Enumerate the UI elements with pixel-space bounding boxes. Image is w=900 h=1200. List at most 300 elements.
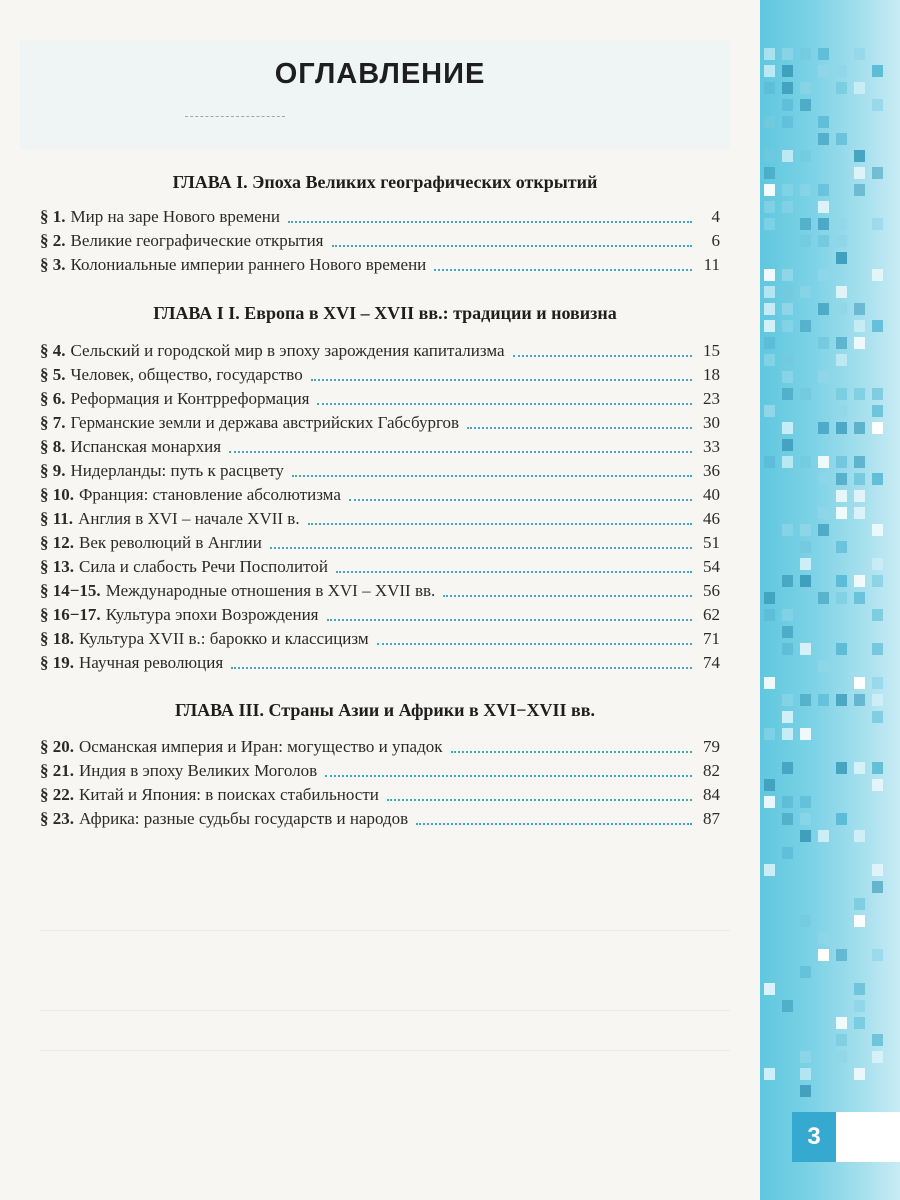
section-title: Колониальные империи раннего Нового времени	[70, 255, 427, 274]
page-ref: 54	[703, 557, 720, 576]
mosaic-square	[818, 201, 829, 213]
mosaic-square	[872, 694, 883, 706]
section-title: Мир на заре Нового времени	[70, 207, 280, 226]
mosaic-square	[872, 677, 883, 689]
page-number-badge	[792, 1112, 900, 1162]
mosaic-square	[872, 473, 883, 485]
mosaic-square	[800, 643, 811, 655]
mosaic-square	[764, 609, 775, 621]
section-number: § 18.	[40, 629, 74, 648]
mosaic-square	[800, 558, 811, 570]
section-number: § 10.	[40, 485, 74, 504]
mosaic-square	[836, 541, 847, 553]
mosaic-square	[818, 932, 829, 944]
toc-entry[interactable]	[40, 532, 720, 554]
toc-entry[interactable]	[40, 784, 720, 806]
mosaic-square	[854, 490, 865, 502]
page-ref: 82	[703, 761, 720, 780]
mosaic-square	[818, 337, 829, 349]
mosaic-square	[782, 575, 793, 587]
section-title: Сельский и городской мир в эпоху зарождения капитализма	[70, 341, 505, 360]
mosaic-square	[854, 150, 865, 162]
dot-leader	[416, 823, 692, 825]
mosaic-square	[782, 116, 793, 128]
mosaic-square	[818, 269, 829, 281]
mosaic-square	[800, 1085, 811, 1097]
mosaic-square	[854, 762, 865, 774]
page-ref: 87	[703, 809, 720, 828]
page-number: 3	[792, 1112, 836, 1162]
mosaic-square	[836, 82, 847, 94]
mosaic-square	[872, 779, 883, 791]
section-number: § 9.	[40, 461, 66, 480]
mosaic-square	[782, 422, 793, 434]
mosaic-square	[818, 660, 829, 672]
mosaic-square	[836, 133, 847, 145]
mosaic-square	[818, 507, 829, 519]
mosaic-square	[836, 1017, 847, 1029]
mosaic-square	[764, 65, 775, 77]
page-ref: 84	[703, 785, 720, 804]
mosaic-square	[782, 48, 793, 60]
section-title: Реформация и Контрреформация	[70, 389, 310, 408]
mosaic-square	[818, 830, 829, 842]
section-number: § 6.	[40, 389, 66, 408]
section-number: § 22.	[40, 785, 74, 804]
mosaic-square	[764, 983, 775, 995]
mosaic-square	[764, 286, 775, 298]
mosaic-square	[836, 643, 847, 655]
mosaic-square	[782, 354, 793, 366]
page-ref: 62	[703, 605, 720, 624]
dot-leader	[325, 775, 692, 777]
section-title: Культура эпохи Возрождения	[105, 605, 319, 624]
mosaic-square	[818, 218, 829, 230]
section-number: § 16−17.	[40, 605, 101, 624]
section-number: § 13.	[40, 557, 74, 576]
toc-entry[interactable]	[40, 628, 720, 650]
mosaic-square	[854, 507, 865, 519]
mosaic-square	[782, 303, 793, 315]
chapter-heading-3: ГЛАВА III. Страны Азии и Африки в XVI−XVII вв.	[175, 700, 595, 720]
mosaic-square	[782, 728, 793, 740]
mosaic-square	[800, 728, 811, 740]
mosaic-square	[854, 167, 865, 179]
mosaic-square	[872, 711, 883, 723]
mosaic-square	[782, 524, 793, 536]
mosaic-square	[836, 575, 847, 587]
mosaic-square	[764, 354, 775, 366]
section-title: Великие географические открытия	[70, 231, 324, 250]
mosaic-square	[800, 99, 811, 111]
section-number: § 7.	[40, 413, 66, 432]
section-number: § 1.	[40, 207, 66, 226]
mosaic-square	[872, 558, 883, 570]
mosaic-square	[836, 218, 847, 230]
mosaic-square	[764, 864, 775, 876]
mosaic-square	[872, 65, 883, 77]
mosaic-square	[818, 303, 829, 315]
mosaic-square	[782, 694, 793, 706]
section-title: Англия в XVI – начале XVII в.	[78, 509, 300, 528]
section-number: § 5.	[40, 365, 66, 384]
mosaic-square	[818, 456, 829, 468]
page-ref: 46	[703, 509, 720, 528]
section-number: § 3.	[40, 255, 66, 274]
mosaic-square	[872, 524, 883, 536]
mosaic-square	[818, 235, 829, 247]
section-title: Сила и слабость Речи Посполитой	[79, 557, 328, 576]
mosaic-square	[800, 456, 811, 468]
mosaic-square	[800, 388, 811, 400]
mosaic-square	[854, 184, 865, 196]
dot-leader	[327, 619, 693, 621]
page-ref: 71	[703, 629, 720, 648]
page-ref: 74	[703, 653, 720, 672]
toc-entry[interactable]	[40, 206, 720, 228]
mosaic-square	[782, 150, 793, 162]
mosaic-square	[782, 388, 793, 400]
mosaic-square	[872, 643, 883, 655]
mosaic-square	[800, 235, 811, 247]
mosaic-square	[836, 456, 847, 468]
mosaic-square	[782, 201, 793, 213]
page-ref: 11	[703, 255, 720, 274]
bleed-through-line	[40, 1050, 730, 1051]
chapter-heading-2: ГЛАВА I I. Европа в XVI – XVII вв.: традиции и новизна	[153, 303, 617, 323]
mosaic-square	[854, 388, 865, 400]
mosaic-square	[854, 1017, 865, 1029]
mosaic-square	[872, 1051, 883, 1063]
mosaic-square	[818, 116, 829, 128]
mosaic-square	[854, 575, 865, 587]
mosaic-square	[854, 473, 865, 485]
section-number: § 12.	[40, 533, 74, 552]
mosaic-square	[800, 286, 811, 298]
toc-entry[interactable]	[40, 412, 720, 434]
mosaic-square	[818, 473, 829, 485]
mosaic-square	[800, 796, 811, 808]
dot-leader	[317, 403, 692, 405]
section-title: Нидерланды: путь к расцвету	[70, 461, 284, 480]
mosaic-square	[764, 677, 775, 689]
mosaic-square	[764, 405, 775, 417]
mosaic-square	[764, 218, 775, 230]
dot-leader	[443, 595, 692, 597]
mosaic-square	[836, 1051, 847, 1063]
mosaic-square	[872, 422, 883, 434]
mosaic-square	[782, 439, 793, 451]
mosaic-square	[800, 966, 811, 978]
mosaic-square	[854, 456, 865, 468]
mosaic-square	[764, 269, 775, 281]
mosaic-square	[836, 762, 847, 774]
page-ref: 79	[703, 737, 720, 756]
mosaic-square	[818, 592, 829, 604]
page-ref: 6	[711, 231, 720, 250]
section-title: Культура XVII в.: барокко и классицизм	[79, 629, 369, 648]
mosaic-square	[872, 881, 883, 893]
mosaic-square	[818, 133, 829, 145]
mosaic-square	[872, 167, 883, 179]
mosaic-square	[836, 354, 847, 366]
mosaic-square	[764, 779, 775, 791]
section-number: § 14−15.	[40, 581, 101, 600]
mosaic-square	[782, 184, 793, 196]
mosaic-square	[800, 915, 811, 927]
page-ref: 51	[703, 533, 720, 552]
mosaic-square	[764, 337, 775, 349]
mosaic-square	[782, 1000, 793, 1012]
toc-entry[interactable]	[40, 580, 720, 602]
section-title: Индия в эпоху Великих Моголов	[79, 761, 318, 780]
mosaic-square	[854, 82, 865, 94]
mosaic-square	[782, 99, 793, 111]
mosaic-square	[818, 949, 829, 961]
section-title: Франция: становление абсолютизма	[79, 485, 341, 504]
mosaic-square	[872, 762, 883, 774]
dot-leader	[513, 355, 692, 357]
mosaic-square	[854, 422, 865, 434]
toc-entry[interactable]	[40, 760, 720, 782]
mosaic-square	[782, 456, 793, 468]
mosaic-square	[836, 235, 847, 247]
mosaic-square	[872, 99, 883, 111]
mosaic-square	[854, 898, 865, 910]
toc-entry[interactable]	[40, 340, 720, 362]
mosaic-square	[818, 371, 829, 383]
section-number: § 11.	[40, 509, 74, 528]
toc-entry[interactable]	[40, 652, 720, 674]
mosaic-square	[854, 320, 865, 332]
mosaic-square	[854, 592, 865, 604]
mosaic-square	[800, 1051, 811, 1063]
mosaic-square	[764, 320, 775, 332]
chapter-heading-1: ГЛАВА I. Эпоха Великих географических открытий	[172, 172, 598, 192]
section-title: Научная революция	[79, 653, 224, 672]
mosaic-square	[836, 422, 847, 434]
mosaic-square	[764, 150, 775, 162]
mosaic-square	[782, 371, 793, 383]
page-ref: 18	[703, 365, 720, 384]
title-divider	[185, 116, 285, 117]
mosaic-square	[854, 694, 865, 706]
mosaic-square	[836, 949, 847, 961]
section-number: § 2.	[40, 231, 66, 250]
mosaic-square	[872, 218, 883, 230]
mosaic-square	[764, 456, 775, 468]
mosaic-square	[836, 337, 847, 349]
mosaic-square	[836, 286, 847, 298]
section-title: Испанская монархия	[70, 437, 222, 456]
mosaic-square	[782, 609, 793, 621]
toc-entry[interactable]	[40, 508, 720, 530]
mosaic-square	[800, 541, 811, 553]
mosaic-square	[836, 388, 847, 400]
section-title: Международные отношения в XVI – XVII вв.	[105, 581, 436, 600]
toc-entry[interactable]	[40, 254, 720, 276]
mosaic-square	[800, 1068, 811, 1080]
mosaic-square	[782, 847, 793, 859]
page-title: ОГЛАВЛЕНИЕ	[274, 58, 486, 90]
mosaic-square	[764, 167, 775, 179]
mosaic-square	[782, 643, 793, 655]
mosaic-square	[854, 48, 865, 60]
dot-leader	[434, 269, 692, 271]
dot-leader	[332, 245, 693, 247]
mosaic-square	[872, 575, 883, 587]
mosaic-square	[800, 184, 811, 196]
mosaic-square	[836, 65, 847, 77]
mosaic-square	[764, 201, 775, 213]
section-title: Африка: разные судьбы государств и народов	[79, 809, 409, 828]
toc-entry[interactable]	[40, 230, 720, 252]
mosaic-square	[782, 813, 793, 825]
mosaic-square	[836, 813, 847, 825]
mosaic-square	[818, 65, 829, 77]
mosaic-square	[854, 303, 865, 315]
mosaic-square	[872, 388, 883, 400]
mosaic-square	[872, 269, 883, 281]
mosaic-square	[764, 48, 775, 60]
dot-leader	[377, 643, 692, 645]
dot-leader	[336, 571, 692, 573]
mosaic-square	[782, 65, 793, 77]
mosaic-square	[836, 303, 847, 315]
mosaic-square	[800, 48, 811, 60]
dot-leader	[311, 379, 692, 381]
section-title: Китай и Япония: в поисках стабильности	[79, 785, 379, 804]
page-ref: 30	[703, 413, 720, 432]
mosaic-square	[854, 337, 865, 349]
page-ref: 33	[703, 437, 720, 456]
mosaic-square	[764, 592, 775, 604]
mosaic-square	[800, 150, 811, 162]
mosaic-square	[818, 184, 829, 196]
mosaic-square	[818, 422, 829, 434]
section-title: Человек, общество, государство	[70, 365, 303, 384]
mosaic-square	[836, 507, 847, 519]
mosaic-square	[782, 796, 793, 808]
mosaic-square	[872, 864, 883, 876]
mosaic-square	[818, 524, 829, 536]
mosaic-square	[782, 762, 793, 774]
mosaic-square	[764, 116, 775, 128]
mosaic-square	[836, 592, 847, 604]
mosaic-square	[800, 694, 811, 706]
mosaic-square	[764, 184, 775, 196]
faded-header-shadow	[20, 40, 730, 150]
dot-leader	[349, 499, 692, 501]
mosaic-square	[836, 490, 847, 502]
mosaic-square	[872, 609, 883, 621]
mosaic-square	[764, 303, 775, 315]
page-ref: 23	[703, 389, 720, 408]
mosaic-square	[800, 575, 811, 587]
mosaic-square	[872, 405, 883, 417]
toc-entry[interactable]	[40, 556, 720, 578]
dot-leader	[288, 221, 692, 223]
mosaic-square	[836, 694, 847, 706]
toc-entry[interactable]	[40, 364, 720, 386]
section-number: § 23.	[40, 809, 74, 828]
toc-entry[interactable]	[40, 388, 720, 410]
page-ref: 4	[711, 207, 720, 226]
mosaic-square	[764, 82, 775, 94]
mosaic-square	[836, 405, 847, 417]
mosaic-square	[800, 218, 811, 230]
mosaic-square	[782, 626, 793, 638]
mosaic-square	[872, 1034, 883, 1046]
mosaic-square	[854, 1000, 865, 1012]
dot-leader	[467, 427, 692, 429]
toc-entry[interactable]	[40, 436, 720, 458]
mosaic-square	[836, 252, 847, 264]
section-number: § 20.	[40, 737, 74, 756]
section-number: § 19.	[40, 653, 74, 672]
mosaic-square	[782, 286, 793, 298]
mosaic-square	[800, 82, 811, 94]
mosaic-square	[782, 711, 793, 723]
page-ref: 36	[703, 461, 720, 480]
toc-entry[interactable]	[40, 736, 720, 758]
mosaic-square	[854, 983, 865, 995]
mosaic-square	[818, 48, 829, 60]
dot-leader	[387, 799, 692, 801]
toc-entry[interactable]	[40, 808, 720, 830]
dot-leader	[451, 751, 693, 753]
mosaic-square	[800, 524, 811, 536]
section-number: § 4.	[40, 341, 66, 360]
mosaic-square	[854, 830, 865, 842]
section-number: § 21.	[40, 761, 74, 780]
toc-entry[interactable]	[40, 484, 720, 506]
dot-leader	[229, 451, 692, 453]
mosaic-square	[800, 830, 811, 842]
toc-entry[interactable]	[40, 604, 720, 626]
page-ref: 40	[703, 485, 720, 504]
mosaic-square	[800, 813, 811, 825]
mosaic-square	[818, 694, 829, 706]
section-title: Век революций в Англии	[79, 533, 262, 552]
mosaic-square	[800, 320, 811, 332]
dot-leader	[270, 547, 692, 549]
page-ref: 15	[703, 341, 720, 360]
mosaic-square	[872, 949, 883, 961]
mosaic-square	[836, 473, 847, 485]
mosaic-square	[764, 728, 775, 740]
mosaic-square	[854, 915, 865, 927]
page-ref: 56	[703, 581, 720, 600]
mosaic-square	[764, 796, 775, 808]
mosaic-square	[836, 1034, 847, 1046]
section-title: Османская империя и Иран: могущество и упадок	[79, 737, 443, 756]
mosaic-square	[782, 320, 793, 332]
mosaic-square	[782, 82, 793, 94]
dot-leader	[292, 475, 692, 477]
bleed-through-line	[40, 1010, 730, 1011]
section-title: Германские земли и держава австрийских Габсбургов	[70, 413, 460, 432]
mosaic-square	[782, 269, 793, 281]
mosaic-square	[872, 320, 883, 332]
mosaic-square	[854, 677, 865, 689]
decorative-sidebar	[760, 0, 900, 1200]
dot-leader	[231, 667, 692, 669]
mosaic-square	[854, 1068, 865, 1080]
toc-entry[interactable]	[40, 460, 720, 482]
section-number: § 8.	[40, 437, 66, 456]
mosaic-square	[764, 1068, 775, 1080]
